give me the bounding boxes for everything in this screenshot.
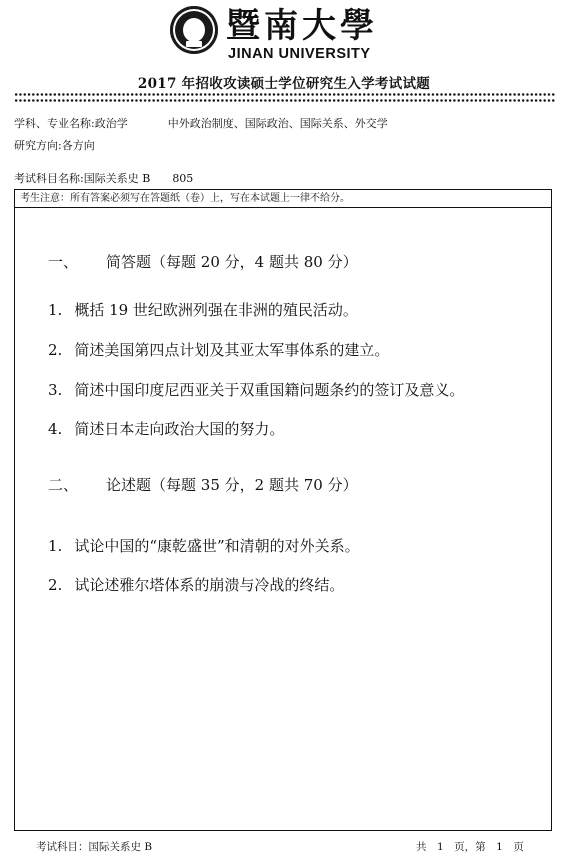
major-line	[14, 117, 388, 131]
question-text: 概括 19 世纪欧洲列强在非洲的殖民活动。	[74, 301, 358, 319]
question-item	[48, 300, 358, 320]
section-title: 论述题（每题 35 分，2 题共 70 分）	[106, 476, 358, 494]
question-text: 简述日本走向政治大国的努力。	[74, 420, 285, 438]
section-number: 二、	[48, 476, 79, 494]
question-text: 简述美国第四点计划及其亚太军事体系的建立。	[74, 341, 390, 359]
question-number: 1.	[48, 301, 63, 319]
question-item	[48, 419, 284, 439]
university-name-cn: 暨南大學	[226, 6, 378, 46]
directions-list: 中外政治制度、国际政治、国际关系、外交学	[167, 117, 388, 130]
question-number: 2.	[48, 576, 63, 594]
subject-value: 国际关系史 B	[83, 172, 151, 185]
question-item	[48, 340, 389, 360]
section-title: 简答题（每题 20 分，4 题共 80 分）	[106, 253, 358, 271]
direction-value: 各方向	[61, 139, 95, 152]
question-number: 4.	[48, 420, 63, 438]
question-text: 简述中国印度尼西亚关于双重国籍问题条约的签订及意义。	[74, 381, 465, 399]
direction-label: 研究方向:	[14, 139, 62, 152]
direction-line	[14, 139, 95, 153]
subject-code: 805	[172, 172, 194, 185]
section-heading	[48, 475, 358, 495]
question-item	[48, 536, 360, 556]
question-item	[48, 380, 464, 400]
section-number: 一、	[48, 253, 79, 271]
question-box	[14, 189, 552, 831]
section-heading	[48, 252, 358, 272]
footer-page-info: 共 1 页，第 1 页	[416, 841, 524, 853]
major-value: 政治学	[94, 117, 128, 130]
question-text: 试论述雅尔塔体系的崩溃与冷战的终结。	[74, 576, 345, 594]
candidate-notice: 考生注意：所有答案必须写在答题纸（卷）上，写在本试题上一律不给分。	[15, 190, 551, 208]
star-divider-2	[14, 98, 556, 104]
university-seal-icon	[170, 6, 218, 54]
question-number: 3.	[48, 381, 63, 399]
question-text: 试论中国的“康乾盛世”和清朝的对外关系。	[74, 537, 360, 555]
university-name-en: JINAN UNIVERSITY	[228, 46, 371, 62]
subject-label: 考试科目名称:	[14, 172, 84, 185]
exam-title: 2017 年招收攻读硕士学位研究生入学考试试题	[137, 76, 431, 92]
question-number: 2.	[48, 341, 63, 359]
major-label: 学科、专业名称:	[14, 117, 95, 130]
footer-subject: 考试科目：国际关系史 B	[36, 841, 153, 853]
question-number: 1.	[48, 537, 63, 555]
subject-line	[14, 172, 193, 186]
question-item	[48, 575, 344, 595]
